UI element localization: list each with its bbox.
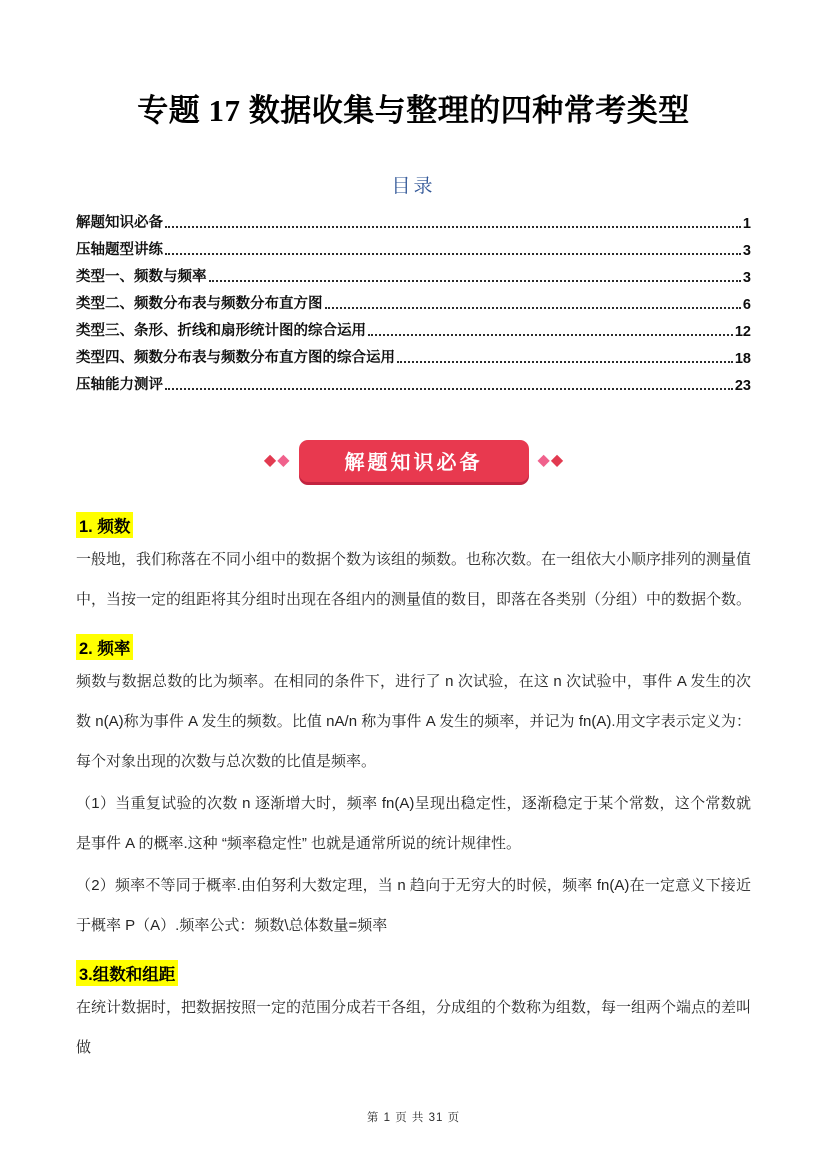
toc-entry-page: 3 xyxy=(742,269,751,286)
toc-entry-label[interactable]: 类型四、频数分布表与频数分布直方图的综合运用 xyxy=(76,349,395,366)
toc-entry[interactable] xyxy=(76,259,751,286)
toc-entry[interactable] xyxy=(76,367,751,394)
diamond-decoration-right xyxy=(538,453,564,469)
table-of-contents xyxy=(76,205,751,394)
paragraph: （1）当重复试验的次数 n 逐渐增大时，频率 fn(A)呈现出稳定性，逐渐稳定于某个常数，这个常数就是事件 A 的概率.这种 “频率稳定性” 也就是通常所说的统计规律性。 xyxy=(76,794,751,852)
document-title: 专题 17 数据收集与整理的四种常考类型 xyxy=(137,93,690,128)
toc-entry-page: 6 xyxy=(742,296,751,313)
section-frequency-rate xyxy=(76,620,751,946)
toc-entry[interactable] xyxy=(76,340,751,367)
toc-leader-dots xyxy=(397,361,733,363)
diamond-icon: ◆ xyxy=(550,451,564,469)
section-heading: 1. 频数 xyxy=(76,512,133,538)
section-banner-row xyxy=(76,440,751,482)
paragraph: 频数与数据总数的比为频率。在相同的条件下，进行了 n 次试验，在这 n 次试验中，事件 A 发生的次数 n(A)称为事件 A 发生的频数。比值 nA/n 称为事件 A 发生的频率，并记为 fn(A).用文字表示定义为：每个对象出现的次数与总次数的比值是频率。 xyxy=(76,672,751,770)
toc-heading: 目录 xyxy=(391,175,436,197)
toc-entry-label[interactable]: 解题知识必备 xyxy=(76,214,163,231)
toc-entry-label[interactable]: 压轴题型讲练 xyxy=(76,241,163,258)
toc-leader-dots xyxy=(165,226,741,228)
toc-entry-label[interactable]: 类型三、条形、折线和扇形统计图的综合运用 xyxy=(76,322,366,339)
toc-entry-page: 3 xyxy=(742,242,751,259)
toc-leader-dots xyxy=(209,280,741,282)
section-frequency-count xyxy=(76,482,751,620)
section-groups xyxy=(76,946,751,1068)
paragraph: （2）频率不等同于概率.由伯努利大数定理，当 n 趋向于无穷大的时候，频率 fn(A)在一定意义下接近于概率 P（A）.频率公式：频数\总体数量=频率 xyxy=(76,876,751,934)
toc-entry[interactable] xyxy=(76,205,751,232)
toc-entry-page: 1 xyxy=(742,215,751,232)
toc-entry[interactable] xyxy=(76,286,751,313)
paragraph: 一般地，我们称落在不同小组中的数据个数为该组的频数。也称次数。在一组依大小顺序排列的测量值中，当按一定的组距将其分组时出现在各组内的测量值的数目，即落在各类别（分组）中的数据个数。 xyxy=(76,550,752,608)
section-heading: 2. 频率 xyxy=(76,634,133,660)
toc-entry-page: 18 xyxy=(734,350,751,367)
toc-leader-dots xyxy=(368,334,733,336)
toc-leader-dots xyxy=(165,388,733,390)
toc-entry-label[interactable]: 类型二、频数分布表与频数分布直方图 xyxy=(76,295,323,312)
diamond-icon: ◆ xyxy=(277,451,290,469)
diamond-icon: ◆ xyxy=(263,451,277,469)
toc-entry[interactable] xyxy=(76,313,751,340)
toc-entry-page: 23 xyxy=(734,377,751,394)
toc-leader-dots xyxy=(165,253,741,255)
toc-leader-dots xyxy=(325,307,741,309)
paragraph: 在统计数据时，把数据按照一定的范围分成若干各组，分成组的个数称为组数，每一组两个端点的差叫做 xyxy=(76,998,752,1056)
section-heading: 3.组数和组距 xyxy=(76,960,178,986)
toc-entry-label[interactable]: 压轴能力测评 xyxy=(76,376,163,393)
section-banner-title: 解题知识必备 xyxy=(299,440,529,482)
diamond-decoration-left xyxy=(264,453,290,469)
toc-entry[interactable] xyxy=(76,232,751,259)
page-number-footer: 第 1 页 共 31 页 xyxy=(366,1112,461,1124)
toc-entry-page: 12 xyxy=(734,323,751,340)
diamond-icon: ◆ xyxy=(537,451,550,469)
toc-entry-label[interactable]: 类型一、频数与频率 xyxy=(76,268,207,285)
